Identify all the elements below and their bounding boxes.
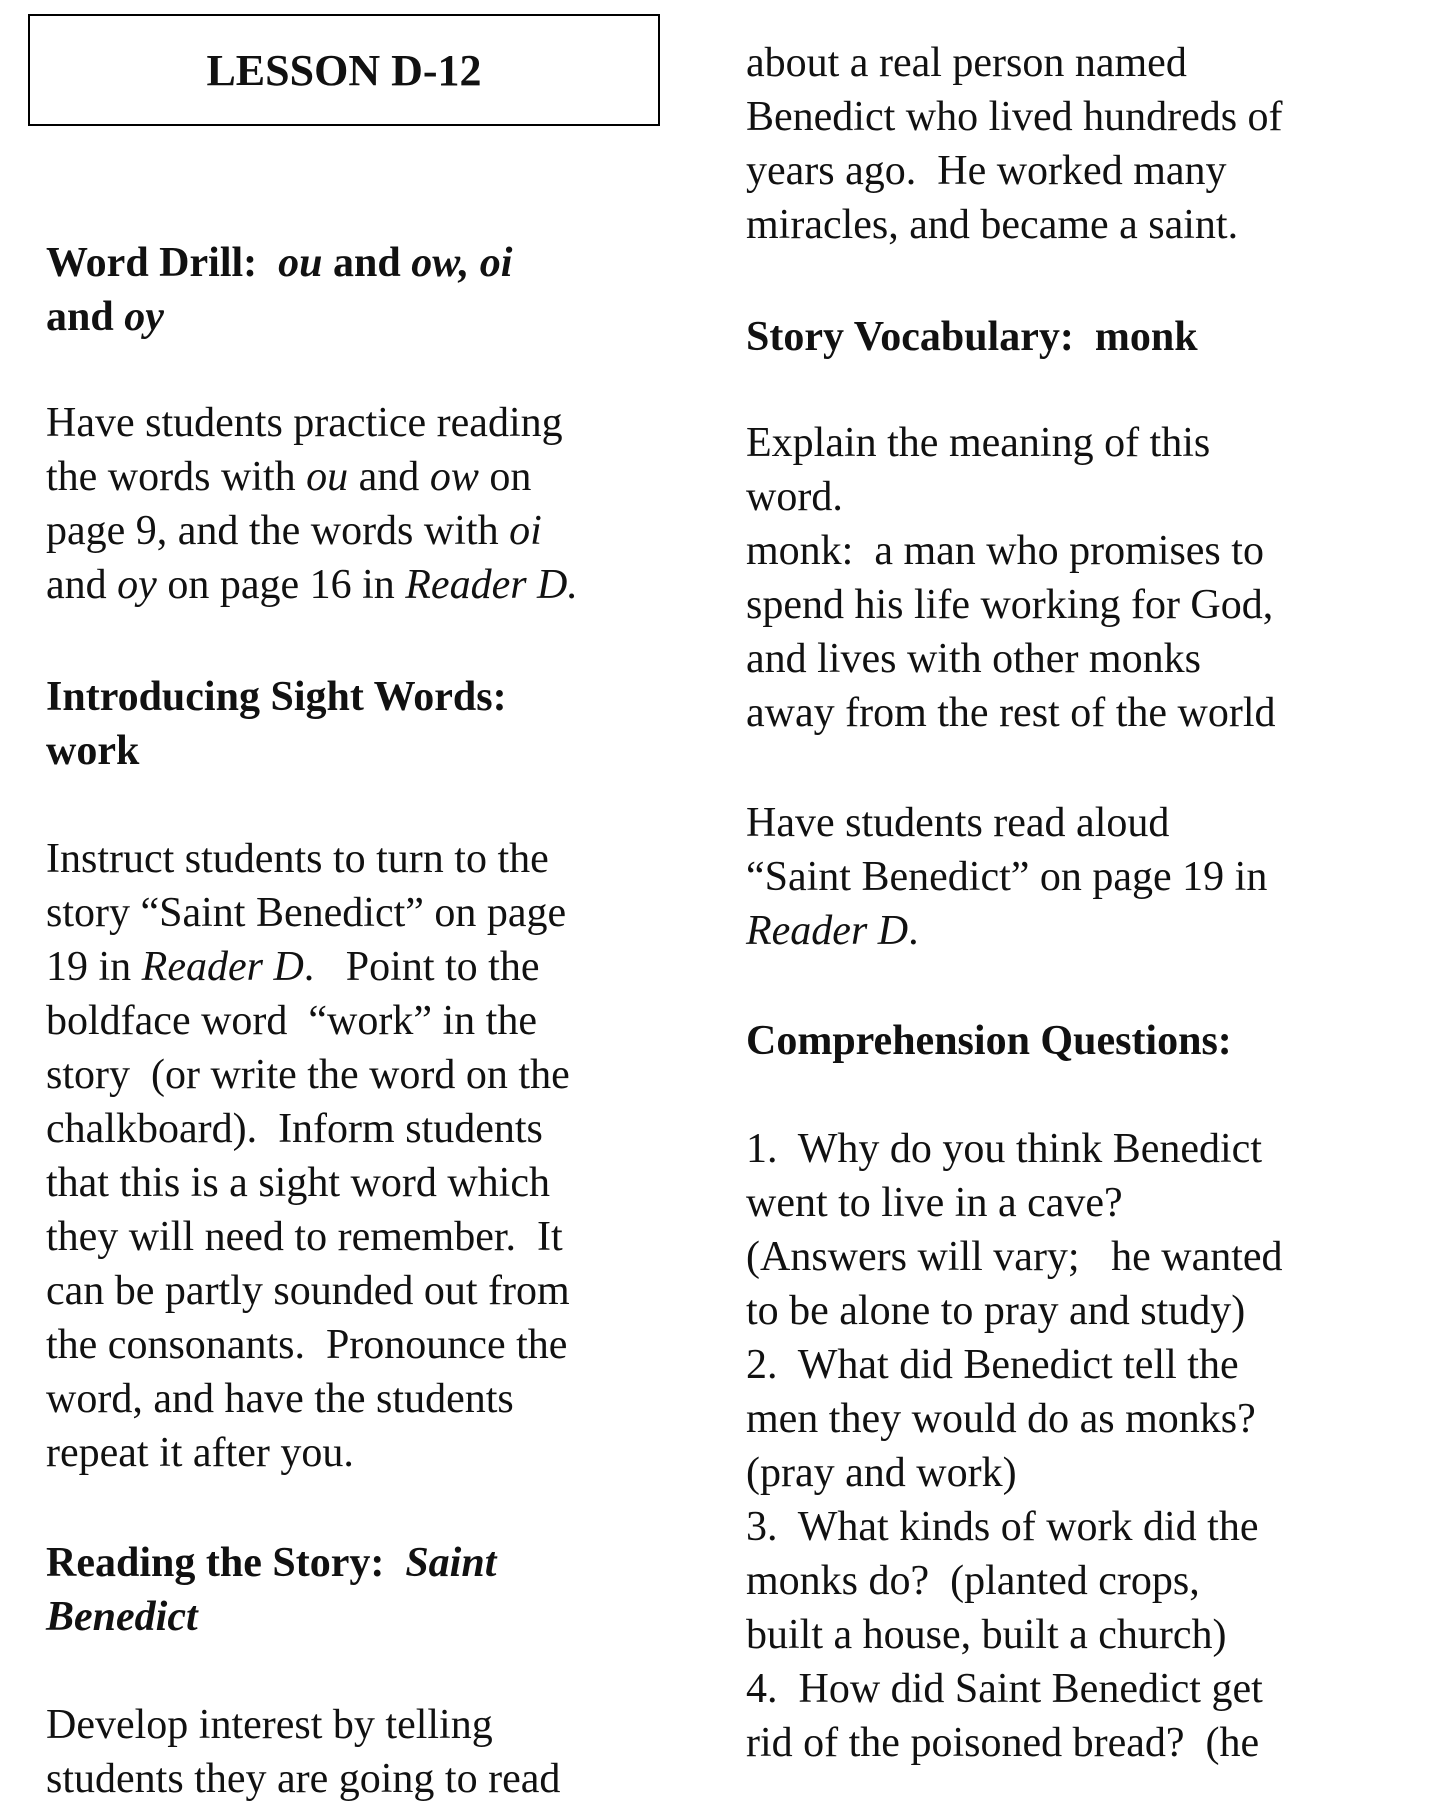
question-line: 2. What did Benedict tell the — [746, 1342, 1239, 1388]
paragraph-line: years ago. He worked many — [746, 148, 1227, 194]
paragraph-line: word. — [746, 474, 843, 520]
paragraph-line: Have students read aloud — [746, 800, 1170, 846]
heading-line: Story Vocabulary: monk — [746, 314, 1198, 360]
heading-italic-text: ou — [278, 240, 323, 286]
text-run: the words with — [46, 454, 307, 500]
text-run: 19 in — [46, 944, 142, 990]
italic-run: ow — [429, 454, 479, 500]
text-run: page 9, and the words with — [46, 508, 510, 554]
paragraph-line: Explain the meaning of this — [746, 420, 1211, 466]
italic-run: oy — [117, 562, 157, 608]
paragraph-line: the consonants. Pronounce the — [46, 1322, 568, 1368]
question-line: 1. Why do you think Benedict — [746, 1126, 1262, 1172]
paragraph-line: and lives with other monks — [746, 636, 1201, 682]
answer-line: to be alone to pray and study) — [746, 1288, 1246, 1334]
heading-line: work — [46, 728, 140, 774]
heading-line: Comprehension Questions: — [746, 1018, 1232, 1064]
text-run: . — [908, 908, 919, 954]
answer-line: (pray and work) — [746, 1450, 1017, 1496]
paragraph-line: Have students practice reading — [46, 400, 563, 446]
paragraph-line: chalkboard). Inform students — [46, 1106, 543, 1152]
text-run: and — [348, 454, 430, 500]
italic-run: ou — [306, 454, 349, 500]
italic-run: oi — [509, 508, 542, 554]
paragraph-line: away from the rest of the world — [746, 690, 1276, 736]
paragraph-line: monk: a man who promises to — [746, 528, 1264, 574]
comprehension-questions-list — [746, 1122, 1283, 1770]
italic-run: Reader D — [141, 944, 304, 990]
comprehension-questions-heading — [746, 1014, 1232, 1068]
heading-line: Introducing Sight Words: — [46, 674, 507, 720]
paragraph-line: that this is a sight word which — [46, 1160, 550, 1206]
paragraph-line: about a real person named — [746, 40, 1187, 86]
paragraph-line: Instruct students to turn to the — [46, 836, 549, 882]
paragraph-line: “Saint Benedict” on page 19 in — [746, 854, 1268, 900]
paragraph-line: word, and have the students — [46, 1376, 514, 1422]
paragraph-line: story (or write the word on the — [46, 1052, 570, 1098]
lesson-title-box — [28, 14, 660, 126]
answer-line: (Answers will vary; he wanted — [746, 1234, 1283, 1280]
reading-story-heading — [46, 1536, 496, 1644]
paragraph-line: story “Saint Benedict” on page — [46, 890, 567, 936]
paragraph-line: miracles, and became a saint. — [746, 202, 1239, 248]
word-drill-paragraph — [46, 396, 578, 612]
paragraph-line: students they are going to read — [46, 1756, 561, 1802]
reading-story-paragraph — [46, 1698, 560, 1806]
paragraph-line: Benedict who lived hundreds of — [746, 94, 1283, 140]
heading-italic-line: Benedict — [46, 1594, 198, 1640]
heading-italic-text: oy — [124, 294, 164, 340]
sight-words-heading — [46, 670, 507, 778]
question-line: 3. What kinds of work did the — [746, 1504, 1259, 1550]
text-run: on — [478, 454, 532, 500]
question-line: monks do? (planted crops, — [746, 1558, 1200, 1604]
sight-words-paragraph — [46, 832, 570, 1480]
paragraph-line: boldface word “work” in the — [46, 998, 537, 1044]
paragraph-line: they will need to remember. It — [46, 1214, 563, 1260]
text-run: . Point to the — [303, 944, 540, 990]
paragraph-line: repeat it after you. — [46, 1430, 354, 1476]
text-run: and — [46, 562, 118, 608]
text-run: on page 16 in — [156, 562, 406, 608]
question-line: 4. How did Saint Benedict get — [746, 1666, 1263, 1712]
read-aloud-paragraph — [746, 796, 1267, 958]
reading-story-continued — [746, 36, 1283, 252]
heading-text: and — [46, 294, 125, 340]
word-drill-heading — [46, 236, 512, 344]
question-line: rid of the poisoned bread? (he — [746, 1720, 1260, 1766]
paragraph-line: can be partly sounded out from — [46, 1268, 570, 1314]
question-line: went to live in a cave? — [746, 1180, 1123, 1226]
heading-italic-text: Saint — [405, 1540, 497, 1586]
heading-text: Reading the Story: — [46, 1540, 406, 1586]
paragraph-line: Develop interest by telling — [46, 1702, 493, 1748]
heading-text: and — [322, 240, 412, 286]
answer-line: built a house, built a church) — [746, 1612, 1227, 1658]
heading-text: Word Drill: — [46, 240, 279, 286]
story-vocabulary-heading — [746, 310, 1198, 364]
story-vocabulary-paragraph — [746, 416, 1276, 740]
italic-run: Reader D — [746, 908, 909, 954]
question-line: men they would do as monks? — [746, 1396, 1256, 1442]
heading-italic-text: ow, oi — [411, 240, 513, 286]
paragraph-line: spend his life working for God, — [746, 582, 1274, 628]
italic-run: Reader D. — [405, 562, 578, 608]
lesson-title: LESSON D-12 — [206, 45, 482, 95]
